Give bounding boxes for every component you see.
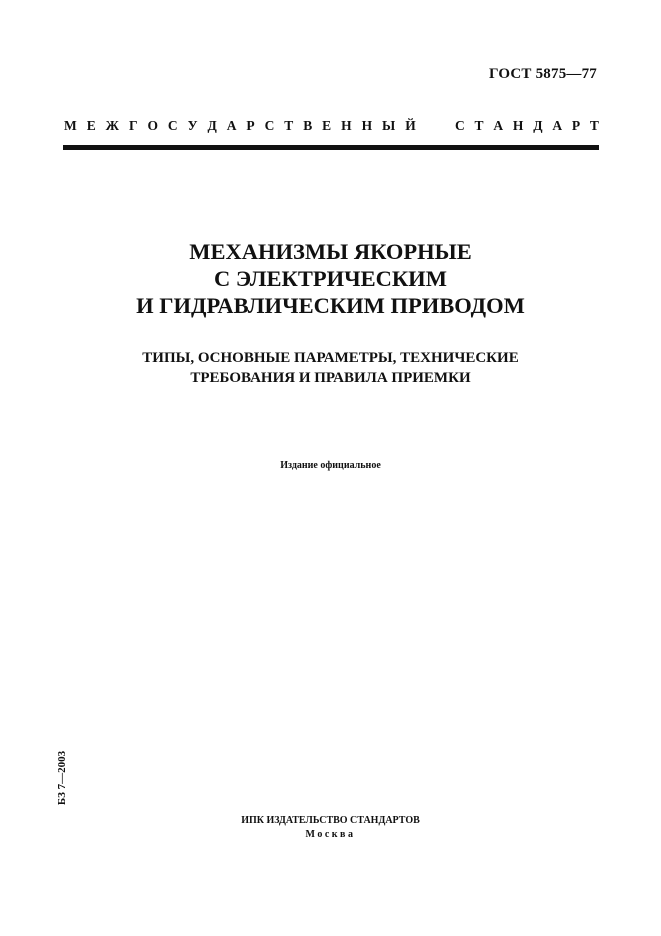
header-letter: С xyxy=(264,118,275,133)
header-letter: Р xyxy=(246,118,255,133)
header-letter: Т xyxy=(284,118,294,133)
header-letter: В xyxy=(303,118,313,133)
title-line: С ЭЛЕКТРИЧЕСКИМ xyxy=(214,266,447,291)
header-letter: Г xyxy=(128,118,138,133)
header-letter: С xyxy=(167,118,178,133)
subtitle-line: ТИПЫ, ОСНОВНЫЕ ПАРАМЕТРЫ, ТЕХНИЧЕСКИЕ xyxy=(142,350,519,366)
header-letter: Н xyxy=(512,118,524,133)
header-letter: Т xyxy=(589,118,599,133)
header-letter: М xyxy=(64,118,77,133)
header-letter: Т xyxy=(474,118,484,133)
header-letter: Н xyxy=(361,118,373,133)
header-letter: Д xyxy=(207,118,217,133)
document-title xyxy=(0,238,661,319)
header-word-standard xyxy=(455,118,599,134)
header-letter: С xyxy=(455,118,465,133)
header-rule xyxy=(63,145,599,150)
edition-label: Издание официальное xyxy=(280,460,381,471)
side-code-text: БЗ 7—2003 xyxy=(56,750,68,806)
header-letter: А xyxy=(493,118,504,133)
document-subtitle xyxy=(0,348,661,388)
header-letter: У xyxy=(187,118,198,133)
header-letter: Н xyxy=(341,118,352,133)
header-letter: Р xyxy=(571,118,581,133)
header-letter: Е xyxy=(86,118,96,133)
gost-number: ГОСТ 5875—77 xyxy=(488,66,597,82)
standard-header xyxy=(64,118,599,134)
header-letter: О xyxy=(147,118,158,133)
header-letter: Ж xyxy=(105,118,119,133)
subtitle-line: ТРЕБОВАНИЯ И ПРАВИЛА ПРИЕМКИ xyxy=(190,370,471,386)
publisher-city: Москва xyxy=(305,829,356,840)
header-word-interstate xyxy=(64,118,416,134)
title-line: И ГИДРАВЛИЧЕСКИМ ПРИВОДОМ xyxy=(136,293,525,318)
publisher-name: ИПК ИЗДАТЕЛЬСТВО СТАНДАРТОВ xyxy=(241,815,420,826)
header-letter: Д xyxy=(533,118,543,133)
header-letter: Ы xyxy=(382,118,396,133)
title-line: МЕХАНИЗМЫ ЯКОРНЫЕ xyxy=(189,239,472,264)
header-letter: А xyxy=(552,118,563,133)
publisher-block xyxy=(0,814,661,842)
header-letter: Й xyxy=(405,118,416,133)
header-letter: А xyxy=(226,118,237,133)
header-letter: Е xyxy=(322,118,332,133)
